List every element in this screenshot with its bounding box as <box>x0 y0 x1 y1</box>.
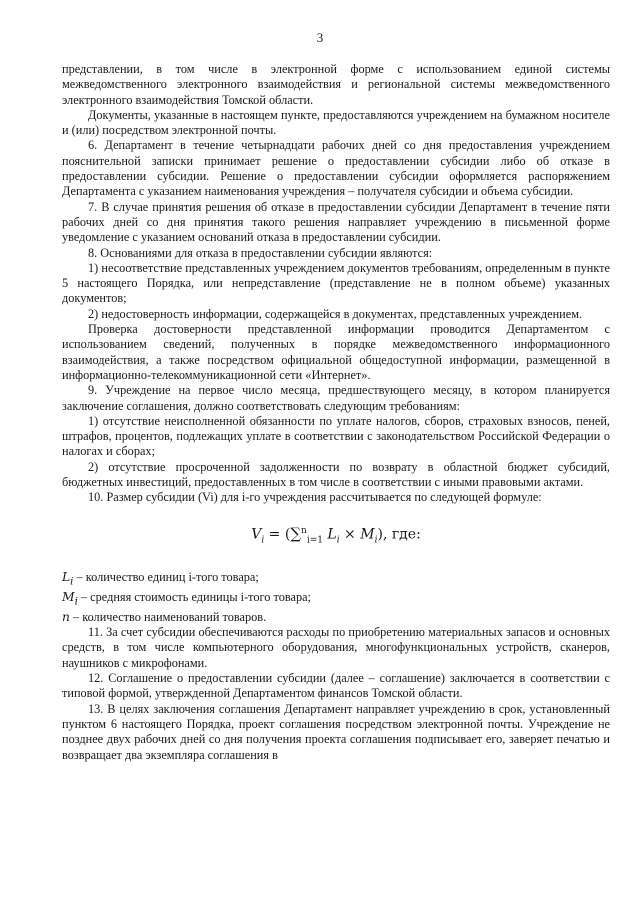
definition-item <box>62 570 610 590</box>
definition-text: – средняя стоимость единицы i-того товара; <box>77 590 311 605</box>
paragraph-item-6: 6. Департамент в течение четырнадцати рабочих дней со дня предоставления учреждением пояснительной записки принимает решение о предоставлении субсидии либо об отказе в предоставлении субсидии. Решение о предоставлении субсидии оформляется распоряжением Департамента с указанием наименования учреждения – получателя субсидии и объема субсидии. <box>62 138 610 199</box>
definition-item <box>62 590 610 610</box>
formula-equals: = ( <box>264 526 291 543</box>
formula-sum-sup: n <box>301 525 307 536</box>
definition-sub: i <box>70 575 74 588</box>
definition-item <box>62 610 610 625</box>
formula-times: × <box>339 526 361 543</box>
paragraph: представлении, в том числе в электронной форме с использованием единой системы межведомственного электронного взаимодействия и региональной системы межведомственного электронного взаимодействия Томской области. <box>62 62 610 107</box>
paragraph: Проверка достоверности представленной информации проводится Департаментом с использованием сведений, полученных в порядке межведомственного информационного взаимодействия, а также посредством официальной общедоступной информации, размещенной в информационно-телекоммуникационной сети «Интернет». <box>62 322 610 382</box>
definition-symbol: n <box>62 609 70 624</box>
definition-symbol: M <box>62 590 75 605</box>
formula-lhs: V <box>251 526 262 543</box>
paragraph: Документы, указанные в настоящем пункте, предоставляются учреждением на бумажном носителе и (или) посредством электронной почты. <box>62 107 610 138</box>
formula-term2: M <box>360 526 375 543</box>
formula-term1: L <box>327 526 337 543</box>
definition-text: – количество единиц i-того товара; <box>73 570 259 585</box>
formula-term2-sub: i <box>374 535 378 546</box>
paragraph-item-12: 12. Соглашение о предоставлении субсидии (далее – соглашение) заключается в соответствии с типовой формой, утвержденной Департаментом финансов Томской области. <box>62 671 610 701</box>
paragraph-item-11: 11. За счет субсидии обеспечиваются расходы по приобретению материальных запасов и основных средств, в том числе компьютерного оборудования, многофункциональных устройств, сканеров, наушников с микрофонами. <box>62 625 610 670</box>
formula-sum-sub: i=1 <box>306 535 323 546</box>
definition-sub: i <box>74 595 78 608</box>
paragraph-item-9: 9. Учреждение на первое число месяца, предшествующего месяцу, в котором планируется заключение соглашения, должно соответствовать следующим требованиям: <box>62 383 610 413</box>
definition-symbol: L <box>62 570 71 585</box>
subitem-9-2: 2) отсутствие просроченной задолженности по возврату в областной бюджет субсидий, бюджетных инвестиций, предоставленных в том числе в соответствии с иными правовыми актами. <box>62 459 610 490</box>
subitem-9-1: 1) отсутствие неисполненной обязанности по уплате налогов, сборов, страховых взносов, пеней, штрафов, процентов, подлежащих уплате в соответствии с законодательством Российской Федерации о налогах и сборах; <box>62 413 610 459</box>
definition-text: – количество наименований товаров. <box>69 609 267 624</box>
subitem-8-1: 1) несоответствие представленных учреждением документов требованиям, определенным в пункте 5 настоящего Порядка, или непредставление (представление не в полном объеме) указанных документов; <box>62 260 610 306</box>
subsidy-formula <box>62 524 610 549</box>
formula-lhs-sub: i <box>261 535 265 546</box>
formula-sum: ∑ <box>290 524 302 543</box>
subitem-8-2: 2) недостоверность информации, содержащейся в документах, представленных учреждением. <box>88 306 583 321</box>
formula-term1-sub: i <box>336 535 340 546</box>
document-body <box>62 62 610 763</box>
paragraph-item-7: 7. В случае принятия решения об отказе в предоставлении субсидии Департамент в течение пяти рабочих дней со дня принятия такого решения направляет учреждению в письменной форме уведомление с указанием оснований отказа в предоставлении субсидии. <box>62 199 610 245</box>
paragraph-item-8: 8. Основаниями для отказа в предоставлении субсидии являются: <box>88 245 433 260</box>
formula-tail: ), где: <box>377 526 421 543</box>
paragraph-item-13: 13. В целях заключения соглашения Департамент направляет учреждению в срок, установленный пунктом 6 настоящего Порядка, проект соглашения посредством электронной почты. Учреждение не позднее двух рабочих дней со дня получения проекта соглашения подписывает его, заверяет печатью и возвращает два экземпляра соглашения в <box>62 701 610 762</box>
page-number: 3 <box>316 30 324 45</box>
paragraph-item-10: 10. Размер субсидии (Vi) для i-го учреждения рассчитывается по следующей формуле: <box>88 490 542 505</box>
